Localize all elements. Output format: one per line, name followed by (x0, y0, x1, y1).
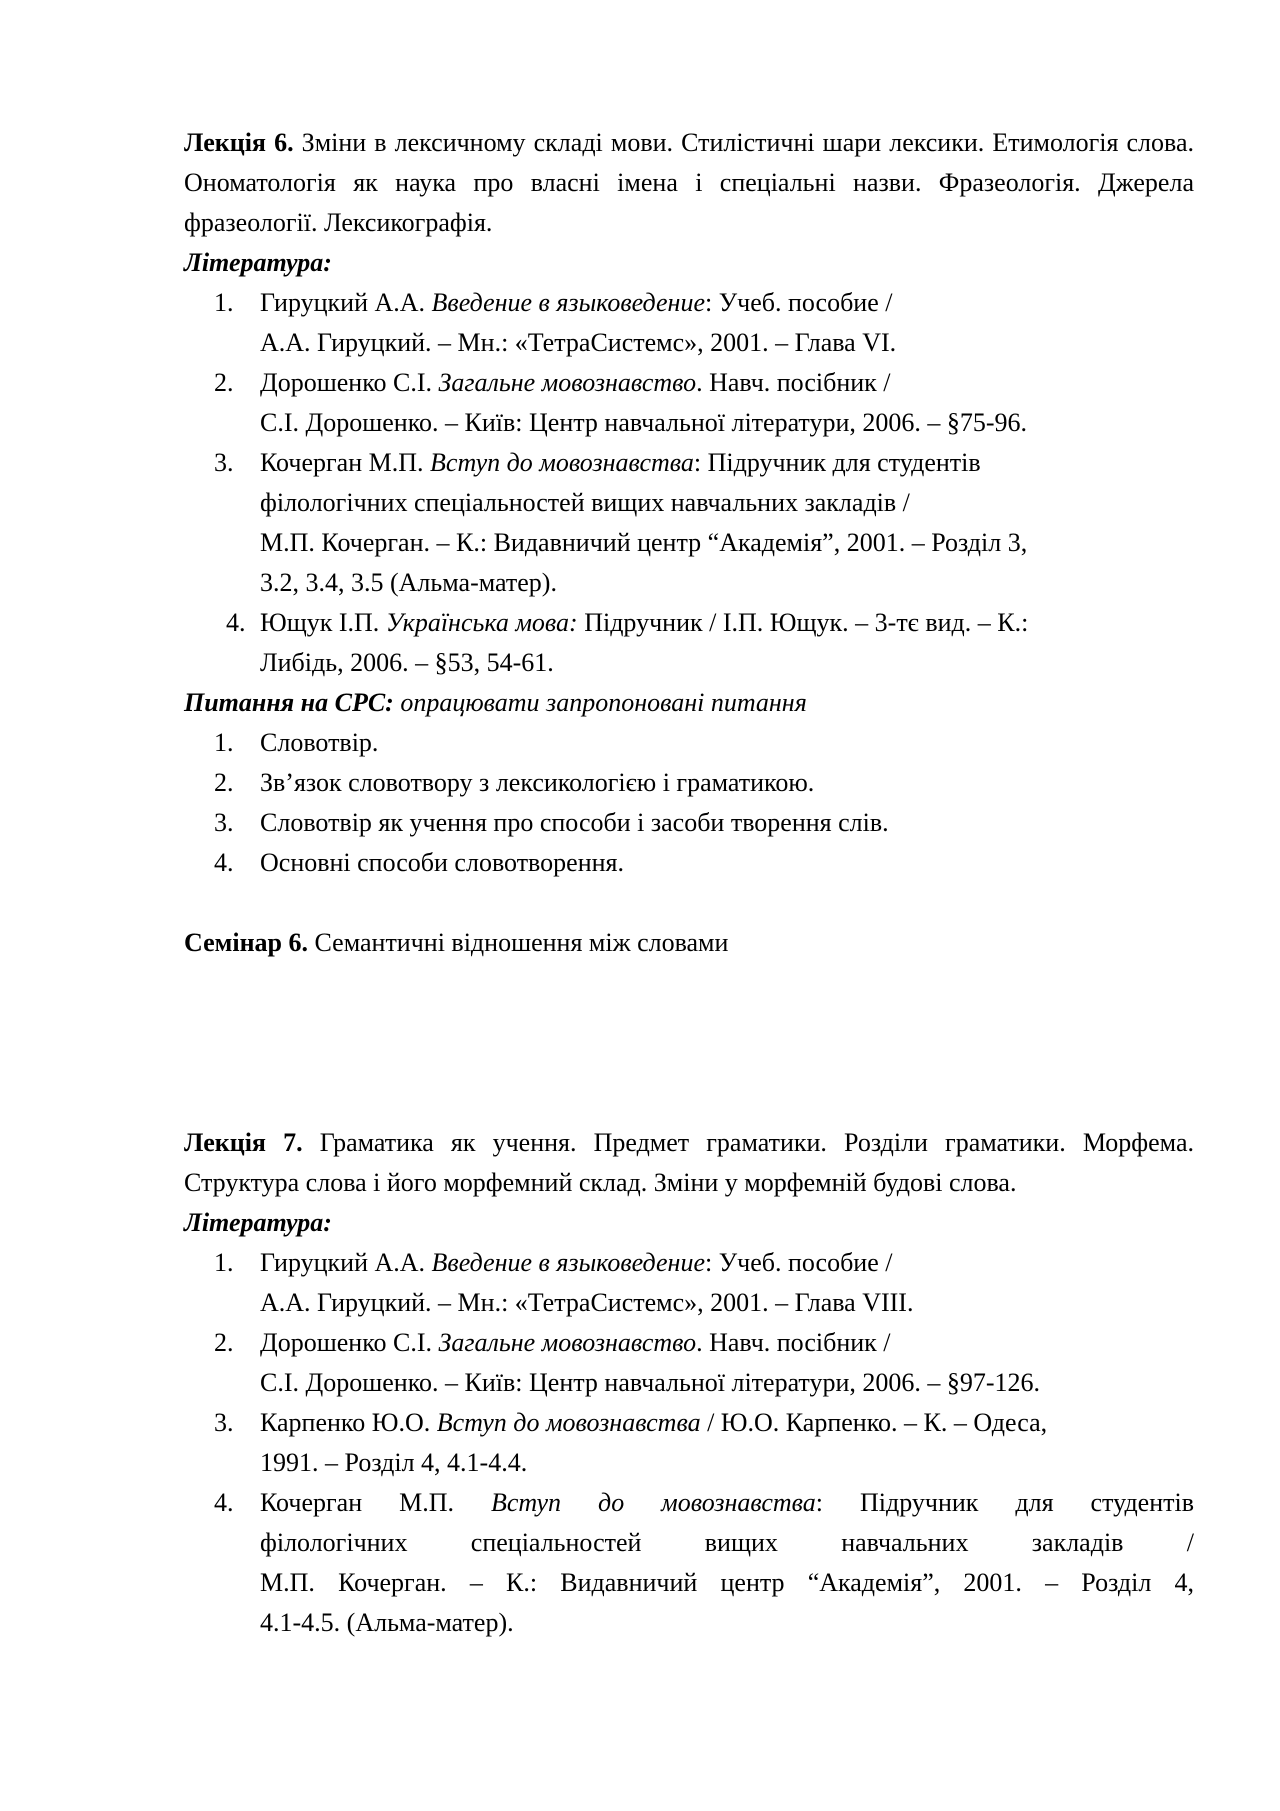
author: Дорошенко С.І. (260, 368, 433, 397)
citation-text: філологічних спеціальностей вищих навчальних закладів / (260, 488, 910, 517)
lecture-6-intro (184, 123, 1194, 243)
literature-item (184, 1243, 1194, 1323)
seminar-6 (184, 923, 1194, 963)
item-number: 4. (214, 848, 234, 877)
question-text: Зв’язок словотвору з лексикологією і граматикою. (260, 768, 815, 797)
citation-text: А.А. Гируцкий. – Мн.: «ТетраСистемс», 2001. – Глава VIII. (260, 1288, 914, 1317)
citation-text: / Ю.О. Карпенко. – К. – Одеса, (700, 1408, 1048, 1437)
question-item (184, 723, 1194, 763)
src-heading-line (184, 683, 1194, 723)
book-title: Вступ до мовознавства (436, 1408, 701, 1437)
citation-text: А.А. Гируцкий. – Мн.: «ТетраСистемс», 2001. – Глава VI. (260, 328, 897, 357)
citation-text: Підручник / І.П. Ющук. – 3-тє вид. – К.: (577, 608, 1029, 637)
literature-item (184, 1323, 1194, 1403)
src-heading: Питання на СРС: (184, 688, 394, 717)
item-number: 2. (214, 768, 234, 797)
spacer (184, 883, 1194, 923)
question-item (184, 843, 1194, 883)
book-title: Вступ до мовознавства (430, 448, 694, 477)
item-number: 1. (214, 728, 234, 757)
citation-text: : Підручник для студентів (815, 1488, 1194, 1517)
lecture-7-intro (184, 1123, 1194, 1203)
citation-text: : Учеб. пособие / (704, 1248, 893, 1277)
book-title: Вступ до мовознавства (490, 1488, 816, 1517)
citation-text: 4.1-4.5. (Альма-матер). (260, 1608, 514, 1637)
literature-item (184, 1483, 1194, 1643)
citation-text: С.І. Дорошенко. – Київ: Центр навчальної літератури, 2006. – §75-96. (260, 408, 1028, 437)
book-title: Українська мова: (385, 608, 578, 637)
author: Дорошенко С.І. (260, 1328, 433, 1357)
literature-item (184, 363, 1194, 443)
lecture-7-literature-list (184, 1243, 1194, 1643)
question-text: Словотвір. (260, 728, 379, 757)
citation-text: 1991. – Розділ 4, 4.1-4.4. (260, 1448, 528, 1477)
literature-item (184, 1403, 1194, 1483)
question-item (184, 803, 1194, 843)
author: Ющук І.П. (260, 608, 380, 637)
lecture-7-label: Лекція 7. (184, 1128, 303, 1157)
lecture-6-literature-list (184, 283, 1194, 683)
book-title: Введение в языковедение (431, 288, 705, 317)
spacer (184, 963, 1194, 1123)
author: Карпенко Ю.О. (260, 1408, 431, 1437)
citation-text: Либідь, 2006. – §53, 54-61. (260, 648, 554, 677)
question-text: Словотвір як учення про способи і засоби творення слів. (260, 808, 889, 837)
item-number: 1. (214, 1248, 234, 1277)
seminar-6-text: Семантичні відношення між словами (314, 928, 729, 957)
citation-text: М.П. Кочерган. – К.: Видавничий центр “Академія”, 2001. – Розділ 3, (260, 528, 1028, 557)
literature-item (184, 443, 1194, 603)
lecture-6-literature-heading: Література: (184, 248, 332, 277)
author: Кочерган М.П. (260, 1488, 454, 1517)
literature-item (184, 603, 1194, 683)
item-number: 2. (214, 1328, 234, 1357)
citation-text: С.І. Дорошенко. – Київ: Центр навчальної літератури, 2006. – §97-126. (260, 1368, 1041, 1397)
src-questions-list (184, 723, 1194, 883)
citation-text: : Підручник для студентів (693, 448, 981, 477)
citation-text: М.П. Кочерган. – К.: Видавничий центр “Академія”, 2001. – Розділ 4, (260, 1568, 1194, 1597)
author: Кочерган М.П. (260, 448, 424, 477)
item-number: 4. (226, 608, 246, 637)
book-title: Загальне мовознавство (438, 368, 697, 397)
item-number: 1. (214, 288, 234, 317)
author: Гируцкий А.А. (260, 288, 426, 317)
citation-text: філологічних спеціальностей вищих навчальних закладів / (260, 1528, 1194, 1557)
item-number: 3. (214, 808, 234, 837)
citation-text: . Навч. посібник / (696, 368, 891, 397)
item-number: 3. (214, 448, 234, 477)
lecture-7-literature-heading: Література: (184, 1208, 332, 1237)
lecture-7-text: Граматика як учення. Предмет граматики. Розділи граматики. Морфема. Структура слова і його морфемний склад. Зміни у морфемній будові слова. (184, 1128, 1194, 1197)
citation-text: : Учеб. пособие / (704, 288, 893, 317)
citation-text: 3.2, 3.4, 3.5 (Альма-матер). (260, 568, 557, 597)
item-number: 2. (214, 368, 234, 397)
book-title: Загальне мовознавство (438, 1328, 697, 1357)
lecture-6-text: Зміни в лексичному складі мови. Стилістичні шари лексики. Етимологія слова. Ономатологія як наука про власні імена і спеціальні назви. Фразеологія. Джерела фразеології. Лексикографія. (184, 128, 1194, 237)
page-content (184, 123, 1194, 1643)
book-title: Введение в языковедение (431, 1248, 705, 1277)
author: Гируцкий А.А. (260, 1248, 426, 1277)
citation-text: . Навч. посібник / (696, 1328, 891, 1357)
lecture-6-label: Лекція 6. (184, 128, 294, 157)
question-text: Основні способи словотворення. (260, 848, 624, 877)
question-item (184, 763, 1194, 803)
item-number: 4. (214, 1488, 234, 1517)
literature-item (184, 283, 1194, 363)
item-number: 3. (214, 1408, 234, 1437)
src-note: опрацювати запропоновані питання (400, 688, 807, 717)
seminar-6-label: Семінар 6. (184, 928, 309, 957)
